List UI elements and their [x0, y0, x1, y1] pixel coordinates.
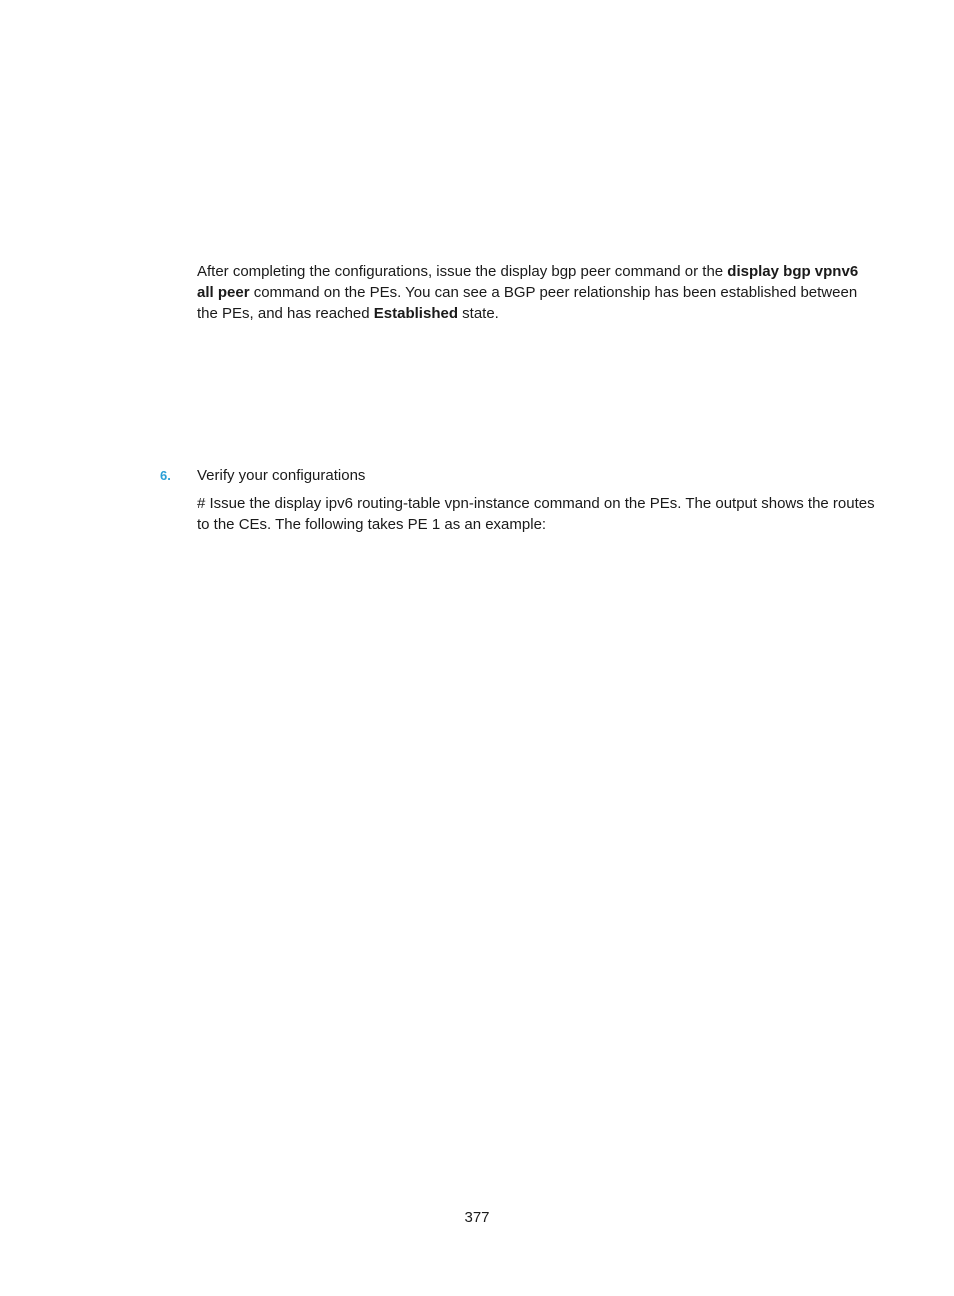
state-established: Established: [373, 305, 458, 322]
page-number: 377: [464, 1209, 490, 1226]
verify-paragraph: # Issue the display ipv6 routing-table vpn-instance command on the PEs. The output shows the routes to the CEs. The following takes PE 1 as an example:: [197, 495, 875, 533]
paragraph-text: command on the PEs. You can see a BGP peer relationship has been established between the PEs, and has reached: [197, 284, 858, 322]
paragraph-text: After completing the configurations, issue the display bgp peer command or the: [197, 263, 728, 280]
established-paragraph: [197, 261, 877, 324]
command-display-bgp-vpnv6: display bgp vpnv6 all peer: [197, 263, 859, 301]
step-number: 6.: [160, 468, 171, 483]
paragraph-text: state.: [458, 305, 499, 322]
step-title: Verify your configurations: [197, 467, 366, 484]
